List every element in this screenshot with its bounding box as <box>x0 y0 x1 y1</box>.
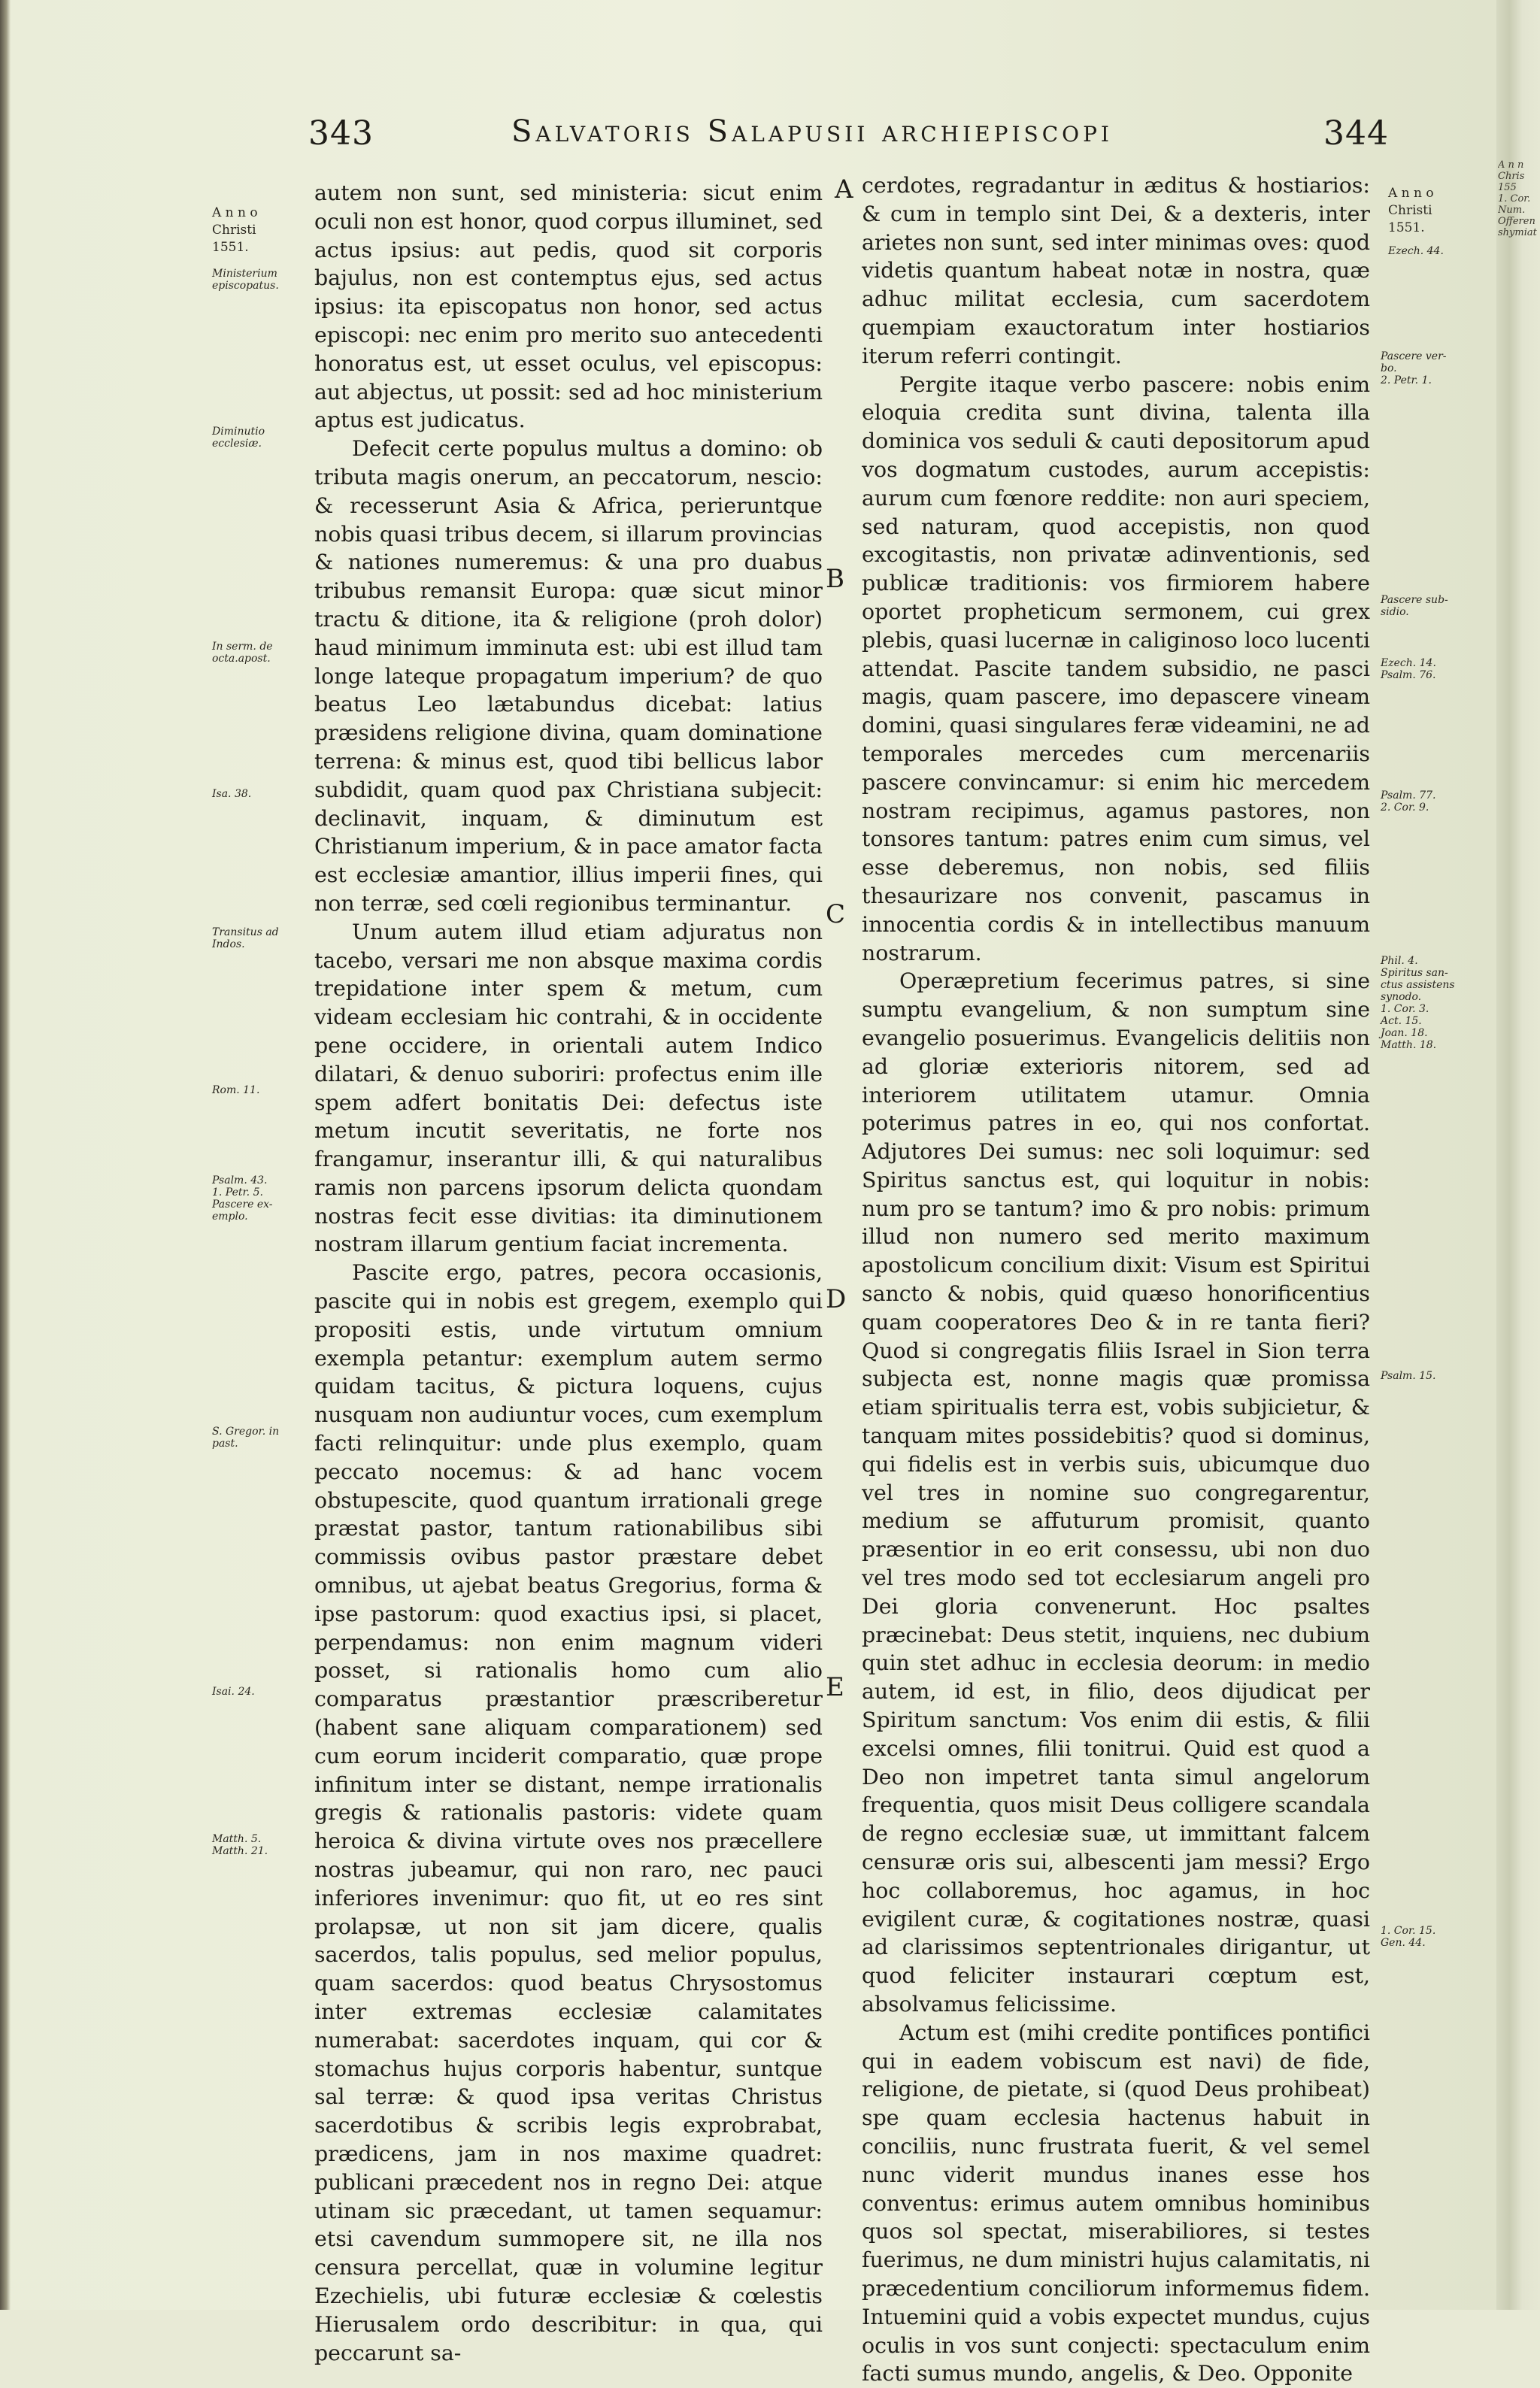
right-text-column <box>862 171 1370 2388</box>
margin-note: In serm. de octa.apost. <box>212 641 273 665</box>
left-text-column <box>314 179 823 2367</box>
section-letter-d: D <box>826 1284 847 1314</box>
section-letter-a: A <box>835 174 853 205</box>
margin-note: Psalm. 15. <box>1381 1370 1436 1382</box>
running-title: Salvatoris Salapusii archiepiscopi <box>511 114 1113 149</box>
page-gutter <box>1496 0 1540 2310</box>
margin-note: Psalm. 43. 1. Petr. 5. Pascere ex- emplo. <box>212 1174 273 1223</box>
margin-note: Rom. 11. <box>212 1084 260 1096</box>
margin-note: 1. Cor. 15. Gen. 44. <box>1381 1925 1436 1949</box>
margin-note-year: A n n o Christi 1551. <box>1388 186 1434 235</box>
margin-note: Pascere ver- bo. 2. Petr. 1. <box>1381 350 1447 386</box>
section-letter-c: C <box>826 899 846 929</box>
margin-note: Phil. 4. Spiritus san- ctus assistens synodo. 1. Cor. 3. Act. 15. Joan. 18. Matth. 18. <box>1381 955 1455 1051</box>
book-spine-shadow <box>0 0 11 2310</box>
margin-note: Diminutio ecclesiæ. <box>212 426 265 450</box>
margin-note: Matth. 5. Matth. 21. <box>212 1833 268 1857</box>
paragraph: Actum est (mihi credite pontifices pontifici qui in eadem vobiscum est navi) de fide, religione, de pietate, si (quod Deus prohibeat) spe quam ecclesia hactenus habuit in conciliis, nunc frustrata fuerit, & vel semel nunc viderit mundus inanes esse hos conventus: erimus autem omnibus hominibus quos sol spectat, miserabiliores, si testes fuerimus, ne dum ministri hujus calamitatis, ni præcedentium conciliorum informemus fidem. Intuemini quid a vobis expectet mundus, cujus oculis in vos sunt conjecti: spectaculum enim facti sumus mundo, angelis, & Deo. Opponite <box>862 2020 1370 2386</box>
margin-note-year: A n n o Christi 1551. <box>212 205 258 255</box>
margin-note: Isa. 38. <box>212 788 252 800</box>
margin-note: Ezech. 44. <box>1388 245 1444 257</box>
margin-note: S. Gregor. in past. <box>212 1426 280 1450</box>
paragraph: Pascite ergo, patres, pecora occasionis, pascite qui in nobis est gregem, exemplo qui propositi estis, unde virtutum omnium exempla petantur: exemplum autem sermo quidam tacitus, & pictura loquens, cujus nusquam non audiuntur voces, cum exemplum facti relinquitur: unde plus exemplo, quam peccato nocemus: & ad hanc vocem obstupescite, quod quantum irrationali grege præstat pastor, tantum rationabilibus sibi commissis ovibus pastor præstare debet omnibus, ut ajebat beatus Gregorius, forma & ipse pastorum: quod exactius ipsi, si placet, perpendamus: non enim magnum videri posset, si rationalis homo cum alio comparatus præstantior præscriberetur (habent sane aliquam comparationem) sed cum eorum inciderit comparatio, quæ prope infinitum inter se distant, nempe irrationalis gregis & rationalis pastoris: videte quam heroica & divina virtute oves nos præcellere nostras jubeamur, qui non raro, nec pauci inferiores invenimur: quo fit, ut eo res sint prolapsæ, ut non sit jam dicere, qualis sacerdos, talis populus, sed melior populus, quam sacerdos: quod beatus Chrysostomus inter extremas ecclesiæ calamitates numerabat: sacerdotes inquam, qui cor & stomachus hujus corporis habentur, suntque sal terræ: & quod ipsa veritas Christus sacerdotibus & scribis legis exprobrabat, prædicens, jam in nos maxime quadret: publicani præcedent nos in regno Dei: atque utinam sic præcedant, ut tamen sequamur: etsi cavendum summopere sit, ne illa nos censura percellat, quæ in volumine legitur Ezechielis, ubi futuræ ecclesiæ & cœlestis Hierusalem ordo describitur: in qua, qui peccarunt sa- <box>314 1260 823 2365</box>
margin-note: Isai. 24. <box>212 1686 255 1698</box>
paragraph: Unum autem illud etiam adjuratus non tacebo, versari me non absque maxima cordis trepidatione inter spem & metum, cum videam ecclesiam hic contrahi, & in occidente pene occidere, in orientali autem Indico dilatari, & denuo suboriri: profectus enim ille spem adfert bonitatis Dei: defectus iste metum incutit severitatis, ne forte nos frangamur, inserantur illi, & qui naturalibus ramis non parcens ipsorum delicta quondam nostras fecit esse divitias: ita diminutionem nostram illarum gentium faciat incrementa. <box>314 919 823 1257</box>
margin-note: Ezech. 14. Psalm. 76. <box>1381 657 1436 681</box>
paragraph: Pergite itaque verbo pascere: nobis enim eloquia credita sunt divina, talenta illa dominica vos seduli & cauti depositorum apud vos dogmatum custodes, aurum accepistis: aurum cum fœnore reddite: non auri speciem, sed naturam, quod accepistis, non quod excogitastis, non privatæ adinventionis, sed publicæ traditionis: vos firmiorem habere oportet propheticum sermonem, cui grex plebis, quasi lucernæ in caliginoso loco lucenti attendat. Pascite tandem subsidio, ne pasci magis, quam pascere, imo depascere vineam domini, quasi singulares feræ videamini, ne ad temporales mercedes cum mercenariis pascere convincamur: si enim hic mercedem nostram recipimus, agamus pastores, non tonsores tantum: patres enim cum simus, vel esse deberemus, non nobis, sed filiis thesaurizare nos convenit, pascamus in innocentia cordis & in intellectibus manuum nostrarum. <box>862 371 1370 965</box>
margin-note: Psalm. 77. 2. Cor. 9. <box>1381 789 1436 814</box>
section-letter-e: E <box>826 1672 844 1702</box>
next-page-edge-notes: A n n Chris 155 1. Cor. Num. Offeren shymiat <box>1498 159 1537 238</box>
paragraph: autem non sunt, sed ministeria: sicut enim oculi non est honor, quod corpus illuminet, sed actus ipsius: aut pedis, quod sit corporis bajulus, non est contemptus ejus, sed actus ipsius: ita episcopatus non honor, sed actus episcopi: nec enim pro merito suo antecedenti honoratus est, ut esset oculus, vel episcopus: aut abjectus, ut possit: sed ad hoc ministerium aptus est judicatus. <box>314 180 823 433</box>
page-number-right: 344 <box>1323 114 1389 153</box>
section-letter-b: B <box>826 564 844 594</box>
paragraph: Defecit certe populus multus a domino: ob tributa magis onerum, an peccatorum, nescio: & recesserunt Asia & Africa, perieruntque nobis quasi tribus decem, si illarum provincias & nationes numeremus: & una pro duabus tribubus remansit Europa: quæ sicut minor tractu & ditione, ita & religione (proh dolor) haud minimum imminuta est: ubi est illud tam longe lateque propagatum imperium? de quo beatus Leo lætabundus dicebat: latius præsidens religione divina, quam dominatione terrena: & minus est, quod tibi bellicus labor subdidit, quam quod pax Christiana subjecit: declinavit, inquam, & diminutum est Christianum imperium, & in pace amator facta est ecclesiæ amantior, illius imperii fines, qui non terræ, sed cœli regionibus terminantur. <box>314 436 823 916</box>
paragraph: cerdotes, regradantur in æditus & hostiarios: & cum in templo sint Dei, & a dexteris, inter arietes non sunt, sed inter minimas oves: quod videtis quantum habeat notæ in nostra, quæ adhuc militat ecclesia, cum sacerdotem quempiam exauctoratum inter hostiarios iterum referri contingit. <box>862 173 1370 368</box>
paragraph: Operæpretium fecerimus patres, si sine sumptu evangelium, & non sumptum sine evangelio posuerimus. Evangelicis delitiis non ad gloriæ exterioris nitorem, sed ad interiorem utilitatem utamur. Omnia poterimus patres in eo, qui nos confortat. Adjutores Dei sumus: nec soli loquimur: sed Spiritus sanctus est, qui loquitur in nobis: num pro se tantum? imo & pro nobis: primum illud non numero sed merito maximum apostolicum concilium dixit: Visum est Spiritui sancto & nobis, quid quæso honorificentius quam cooperatores Deo & in re tanta fieri? Quod si congregatis filiis Israel in Sion terra subjecta est, nonne magis quæ promissa etiam spiritualis terra est, vobis subjicietur, & tanquam mites possidebitis? quod si dominus, qui fidelis est in verbis suis, ubicumque duo vel tres in nomine suo congregarentur, medium se affuturum promisit, quanto præsentior in eo erit consessu, ubi non duo vel tres modo sed tot ecclesiarum angeli pro Dei gloria convenerunt. Hoc psaltes præcinebat: Deus stetit, inquiens, nec dubium quin stet adhuc in ecclesia deorum: in medio autem, id est, in filio, deos dijudicat per Spiritum sanctum: Vos enim dii estis, & filii excelsi omnes, filii tonitrui. Quid est quod a Deo non impetret tanta simul angelorum frequentia, quos misit Deus colligere scandala de regno ecclesiæ suæ, ut immittant falcem censuræ oris sui, albescenti jam messi? Ergo hoc collaboremus, hoc agamus, in hoc evigilent curæ, & cogitationes nostræ, quasi ad clarissimos septentrionales dirigantur, ut quod feliciter instaurari cœptum est, absolvamus felicissime. <box>862 968 1370 2017</box>
margin-note: Pascere sub- sidio. <box>1381 594 1448 618</box>
page-number-left: 343 <box>308 114 374 153</box>
margin-note: Transitus ad Indos. <box>212 926 279 950</box>
margin-note: Ministerium episcopatus. <box>212 268 279 292</box>
